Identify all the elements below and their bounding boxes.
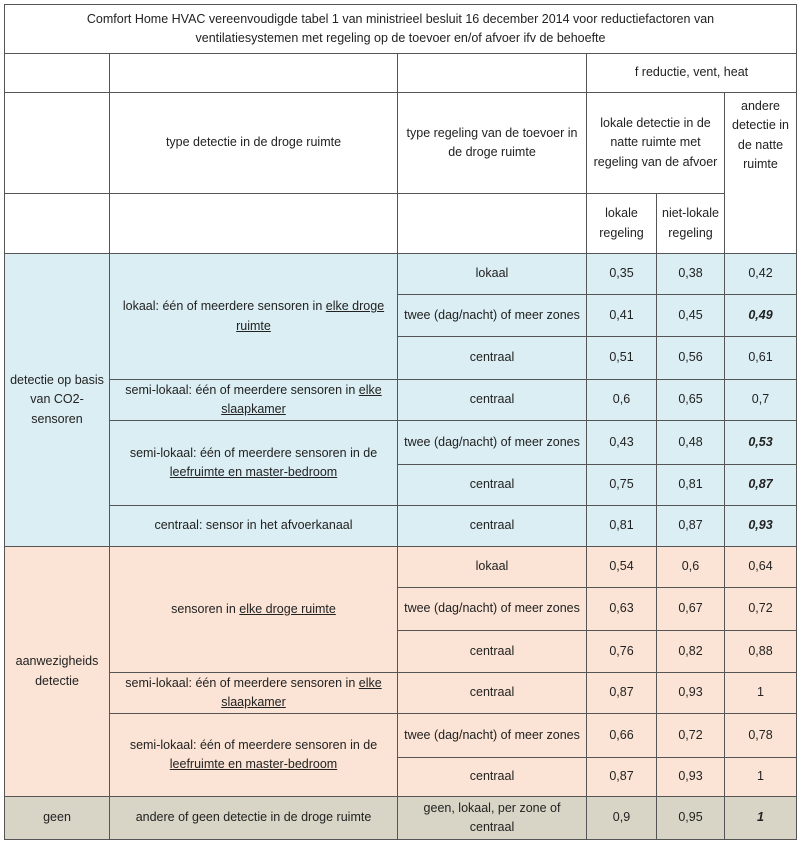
value-niet-lokaal: 0,65 xyxy=(657,380,725,421)
value-niet-lokaal: 0,67 xyxy=(657,588,725,631)
detection-text: lokaal: één of meerdere sensoren in xyxy=(122,299,326,314)
value-niet-lokaal: 0,38 xyxy=(657,254,725,295)
header-empty-cell xyxy=(398,194,587,254)
detection-aw-sensoren xyxy=(110,547,398,673)
value-andere: 0,64 xyxy=(725,547,797,588)
reduction-factor-table xyxy=(4,4,797,840)
value-niet-lokaal: 0,56 xyxy=(657,337,725,380)
table-title-line1: Comfort Home HVAC vereenvoudigde tabel 1 van ministrieel besluit 16 december 2014 voor reductiefactoren van xyxy=(86,11,715,26)
header-type-detectie: type detectie in de droge ruimte xyxy=(110,93,398,194)
value-andere: 0,72 xyxy=(725,588,797,631)
header-empty-cell xyxy=(5,93,110,194)
table-title-line2: ventilatiesystemen met regeling op de toevoer en/of afvoer ifv de behoefte xyxy=(195,31,606,45)
value-andere-highlighted: 1 xyxy=(725,797,797,840)
detection-text: semi-lokaal: één of meerdere sensoren in de xyxy=(129,737,378,752)
regeling-cell: lokaal xyxy=(398,547,587,588)
header-f-reductie: f reductie, vent, heat xyxy=(587,54,797,93)
value-niet-lokaal: 0,95 xyxy=(657,797,725,840)
value-lokaal: 0,75 xyxy=(587,465,657,506)
detection-aw-semi-leefruimte xyxy=(110,714,398,797)
value-lokaal: 0,35 xyxy=(587,254,657,295)
detection-text-underlined: elke droge ruimte xyxy=(239,601,336,616)
value-niet-lokaal: 0,93 xyxy=(657,758,725,797)
header-lokale-regeling: lokale regeling xyxy=(587,194,657,254)
value-niet-lokaal: 0,48 xyxy=(657,421,725,465)
detection-text: semi-lokaal: één of meerdere sensoren in xyxy=(125,675,359,690)
group-geen: geen xyxy=(5,797,110,840)
value-niet-lokaal: 0,45 xyxy=(657,295,725,337)
value-niet-lokaal: 0,72 xyxy=(657,714,725,758)
detection-text-underlined: leefruimte en master-bedroom xyxy=(169,757,338,771)
group-aanwezigheid: aanwezigheids detectie xyxy=(5,547,110,797)
detection-co2-centraal: centraal: sensor in het afvoerkanaal xyxy=(110,506,398,547)
regeling-cell: twee (dag/nacht) of meer zones xyxy=(398,295,587,337)
value-andere-highlighted: 0,93 xyxy=(725,506,797,547)
value-niet-lokaal: 0,87 xyxy=(657,506,725,547)
value-andere: 0,7 xyxy=(725,380,797,421)
value-andere: 0,88 xyxy=(725,631,797,673)
table-title xyxy=(5,5,797,54)
detection-co2-lokaal xyxy=(110,254,398,380)
header-niet-lokale-regeling: niet-lokale regeling xyxy=(657,194,725,254)
header-type-regeling: type regeling van de toevoer in de droge ruimte xyxy=(398,93,587,194)
value-lokaal: 0,6 xyxy=(587,380,657,421)
value-andere-highlighted: 0,53 xyxy=(725,421,797,465)
header-empty-cell xyxy=(110,54,398,93)
detection-text-underlined: elke slaapkamer xyxy=(221,382,382,416)
detection-co2-semi-leefruimte xyxy=(110,421,398,506)
detection-text-underlined: leefruimte en master-bedroom xyxy=(169,465,338,479)
value-lokaal: 0,87 xyxy=(587,673,657,714)
header-empty-cell xyxy=(110,194,398,254)
regeling-cell: centraal xyxy=(398,673,587,714)
header-empty-cell xyxy=(5,194,110,254)
value-niet-lokaal: 0,82 xyxy=(657,631,725,673)
value-andere-highlighted: 0,87 xyxy=(725,465,797,506)
regeling-cell: lokaal xyxy=(398,254,587,295)
header-lokale-detectie: lokale detectie in de natte ruimte met regeling van de afvoer xyxy=(587,93,725,194)
detection-text-underlined: elke slaapkamer xyxy=(221,675,382,709)
detection-text: semi-lokaal: één of meerdere sensoren in de xyxy=(129,445,378,460)
value-andere: 0,78 xyxy=(725,714,797,758)
value-lokaal: 0,87 xyxy=(587,758,657,797)
value-niet-lokaal: 0,93 xyxy=(657,673,725,714)
value-andere: 1 xyxy=(725,673,797,714)
regeling-cell: twee (dag/nacht) of meer zones xyxy=(398,714,587,758)
regeling-cell: centraal xyxy=(398,758,587,797)
value-niet-lokaal: 0,6 xyxy=(657,547,725,588)
value-lokaal: 0,54 xyxy=(587,547,657,588)
value-lokaal: 0,76 xyxy=(587,631,657,673)
value-niet-lokaal: 0,81 xyxy=(657,465,725,506)
value-andere: 0,42 xyxy=(725,254,797,295)
regeling-cell: centraal xyxy=(398,631,587,673)
value-lokaal: 0,63 xyxy=(587,588,657,631)
detection-co2-semi-slaapkamer xyxy=(110,380,398,421)
value-andere-highlighted: 0,49 xyxy=(725,295,797,337)
header-andere-detectie: andere detectie in de natte ruimte xyxy=(725,93,797,254)
detection-text: sensoren in xyxy=(171,601,240,616)
regeling-cell: twee (dag/nacht) of meer zones xyxy=(398,421,587,465)
detection-geen: andere of geen detectie in de droge ruimte xyxy=(110,797,398,840)
detection-text-underlined: elke droge ruimte xyxy=(236,299,385,333)
regeling-cell: centraal xyxy=(398,337,587,380)
header-empty-cell xyxy=(398,54,587,93)
value-lokaal: 0,81 xyxy=(587,506,657,547)
value-lokaal: 0,66 xyxy=(587,714,657,758)
group-co2: detectie op basis van CO2-sensoren xyxy=(5,254,110,547)
value-andere: 1 xyxy=(725,758,797,797)
regeling-cell: centraal xyxy=(398,506,587,547)
regeling-cell: centraal xyxy=(398,380,587,421)
detection-text: semi-lokaal: één of meerdere sensoren in xyxy=(125,382,359,397)
regeling-cell: twee (dag/nacht) of meer zones xyxy=(398,588,587,631)
detection-aw-semi-slaapkamer xyxy=(110,673,398,714)
regeling-cell: centraal xyxy=(398,465,587,506)
header-empty-cell xyxy=(5,54,110,93)
value-andere: 0,61 xyxy=(725,337,797,380)
value-lokaal: 0,9 xyxy=(587,797,657,840)
value-lokaal: 0,41 xyxy=(587,295,657,337)
value-lokaal: 0,43 xyxy=(587,421,657,465)
value-lokaal: 0,51 xyxy=(587,337,657,380)
regeling-cell: geen, lokaal, per zone of centraal xyxy=(398,797,587,840)
